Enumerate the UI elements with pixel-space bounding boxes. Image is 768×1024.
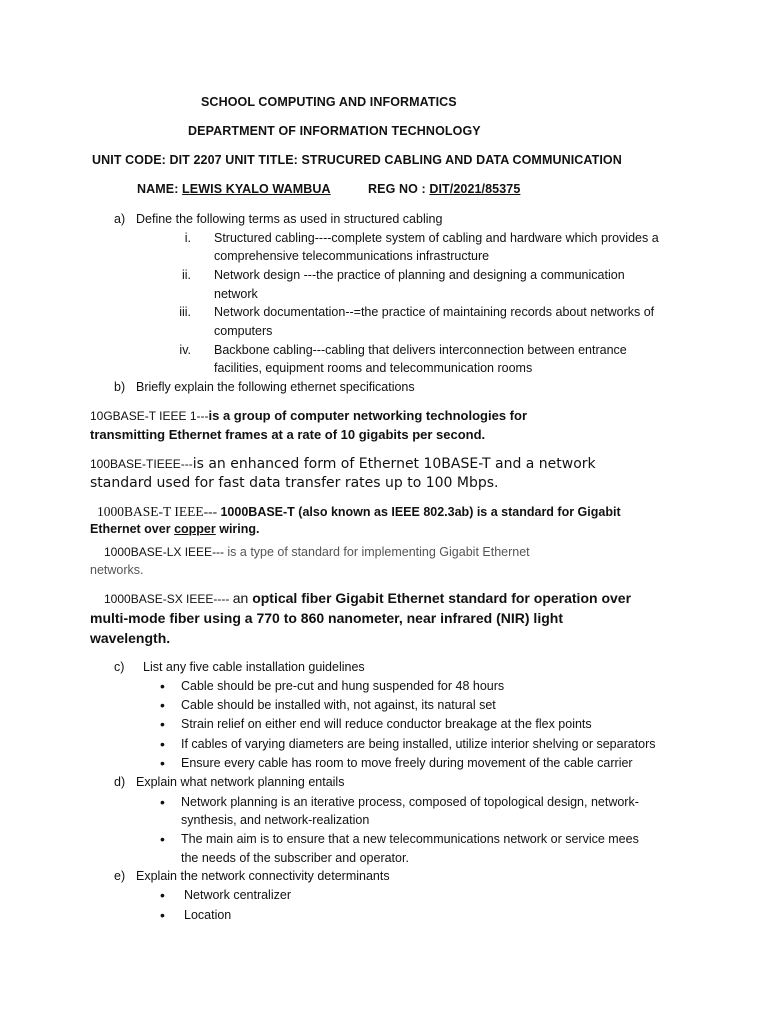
spec-text: Ethernet over xyxy=(90,522,175,536)
list-item: Ensure every cable has room to move freely during movement of the cable carrier xyxy=(181,756,633,770)
name-label: NAME: xyxy=(137,182,183,196)
spec-definition: is a type of standard for implementing Gigabit Ethernet xyxy=(227,545,530,559)
spec-definition-cont: transmitting Ethernet frames at a rate of 10 gigabits per second. xyxy=(90,427,486,442)
spec-text-underlined: copper xyxy=(174,522,216,536)
spec-definition-cont: wavelength. xyxy=(90,630,171,646)
list-item: Network planning is an iterative process, composed of topological design, network- xyxy=(181,795,639,809)
list-item: Network centralizer xyxy=(184,888,291,902)
list-item: Strain relief on either end will reduce conductor breakage at the flex points xyxy=(181,717,592,731)
item-line: Network documentation--=the practice of maintaining records about networks of xyxy=(214,305,655,319)
list-item: Cable should be installed with, not against, its natural set xyxy=(181,698,496,712)
spec-1000base-lx xyxy=(104,545,530,559)
name-value: LEWIS KYALO WAMBUA xyxy=(182,182,331,196)
section-c-marker: c) xyxy=(114,660,125,674)
bullet-icon: • xyxy=(160,907,165,923)
list-item: Location xyxy=(184,908,232,922)
section-c-question: List any five cable installation guidelines xyxy=(143,660,365,674)
spec-definition-cont xyxy=(90,522,260,536)
spec-term: 100BASE-TIEEE--- xyxy=(90,457,193,471)
spec-definition-cont: networks. xyxy=(90,563,144,577)
bullet-icon: • xyxy=(160,831,165,847)
item-num: i. xyxy=(184,231,191,245)
spec-definition: is an enhanced form of Ethernet 10BASE-T and a network xyxy=(192,456,596,472)
spec-1000base-t xyxy=(97,504,621,520)
spec-1000base-sx xyxy=(104,590,631,606)
list-item: The main aim is to ensure that a new telecommunications network or service mees xyxy=(181,832,639,846)
reg-label: REG NO : xyxy=(368,182,430,196)
section-d-question: Explain what network planning entails xyxy=(136,775,345,789)
department-title: DEPARTMENT OF INFORMATION TECHNOLOGY xyxy=(188,124,481,138)
item-line: Network design ---the practice of planning and designing a communication xyxy=(214,268,625,282)
bullet-icon: • xyxy=(160,697,165,713)
item-line: Backbone cabling---cabling that delivers interconnection between entrance xyxy=(214,343,627,357)
list-item-cont: the needs of the subscriber and operator. xyxy=(181,851,409,865)
bullet-icon: • xyxy=(160,736,165,752)
list-item-cont: synthesis, and network-realization xyxy=(181,813,370,827)
item-line: facilities, equipment rooms and telecommunication rooms xyxy=(214,361,533,375)
list-item: If cables of varying diameters are being installed, utilize interior shelving or separators xyxy=(181,737,656,751)
section-b-marker: b) xyxy=(114,380,126,394)
spec-definition-cont: multi-mode fiber using a 770 to 860 nanometer, near infrared (NIR) light xyxy=(90,610,563,626)
unit-line: UNIT CODE: DIT 2207 UNIT TITLE: STRUCURED CABLING AND DATA COMMUNICATION xyxy=(92,153,622,167)
spec-100base-t xyxy=(90,455,596,472)
list-item: Cable should be pre-cut and hung suspended for 48 hours xyxy=(181,679,505,693)
bullet-icon: • xyxy=(160,887,165,903)
bullet-icon: • xyxy=(160,794,165,810)
bullet-icon: • xyxy=(160,716,165,732)
spec-term: 1000BASE-SX IEEE---- xyxy=(104,592,233,606)
spec-term: 10GBASE-T IEEE 1--- xyxy=(90,409,209,423)
section-a-marker: a) xyxy=(114,212,126,226)
spec-term: 1000BASE-LX IEEE--- xyxy=(104,545,228,559)
spec-definition-cont: standard used for fast data transfer rates up to 100 Mbps. xyxy=(90,475,499,491)
section-e-question: Explain the network connectivity determinants xyxy=(136,869,390,883)
section-a-question: Define the following terms as used in structured cabling xyxy=(136,212,443,226)
section-d-marker: d) xyxy=(114,775,126,789)
bullet-icon: • xyxy=(160,678,165,694)
name-line xyxy=(137,182,331,196)
section-e-marker: e) xyxy=(114,869,126,883)
item-line: comprehensive telecommunications infrastructure xyxy=(214,249,490,263)
spec-10gbase-t xyxy=(90,408,527,423)
bullet-icon: • xyxy=(160,755,165,771)
spec-definition: optical fiber Gigabit Ethernet standard for operation over xyxy=(252,590,632,606)
section-b-question: Briefly explain the following ethernet specifications xyxy=(136,380,415,394)
spec-definition: is a group of computer networking technologies for xyxy=(208,408,528,423)
item-num: iv. xyxy=(179,343,191,357)
spec-term: 1000BASE-T IEEE--- xyxy=(97,504,221,519)
reg-value: DIT/2021/85375 xyxy=(429,182,521,196)
spec-text: wiring. xyxy=(215,522,260,536)
reg-line xyxy=(368,182,520,196)
item-num: ii. xyxy=(181,268,191,282)
item-line: network xyxy=(214,287,258,301)
item-line: computers xyxy=(214,324,273,338)
school-title: SCHOOL COMPUTING AND INFORMATICS xyxy=(201,95,457,109)
spec-definition: 1000BASE-T (also known as IEEE 802.3ab) is a standard for Gigabit xyxy=(220,505,621,519)
item-num: iii. xyxy=(179,305,191,319)
item-line: Structured cabling----complete system of cabling and hardware which provides a xyxy=(214,231,659,245)
spec-prefix: an xyxy=(232,590,253,606)
